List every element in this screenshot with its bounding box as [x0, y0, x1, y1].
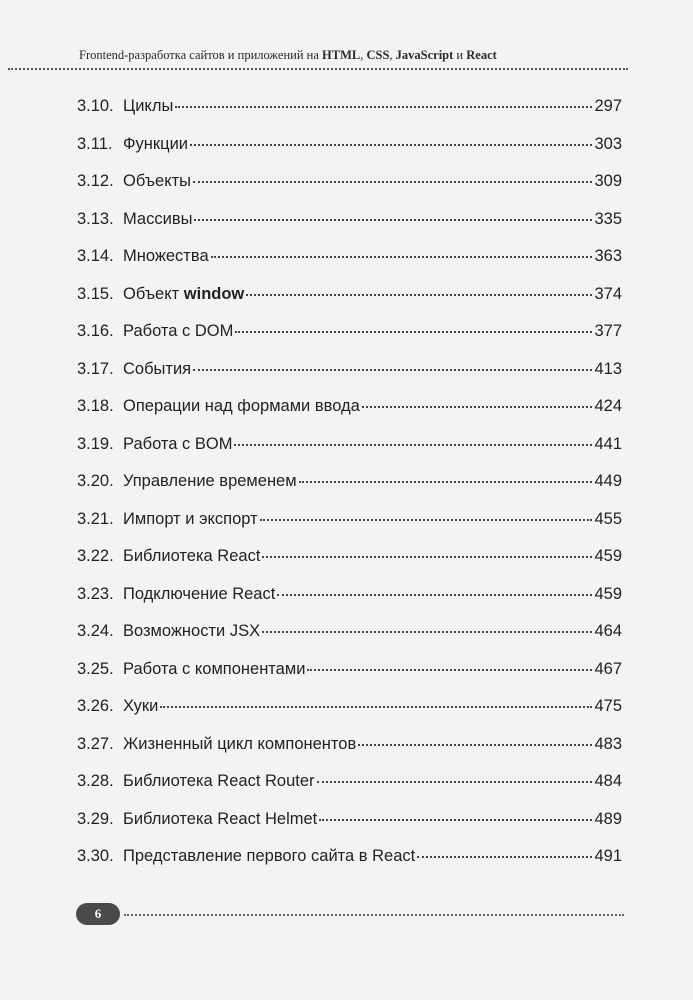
toc-title-text: Работа с DOM: [123, 322, 234, 340]
toc-title-code: window: [183, 284, 245, 303]
toc-section-title: [123, 210, 193, 229]
toc-entry: [77, 810, 622, 848]
toc-dot-leader: [190, 144, 592, 146]
toc-entry: [77, 622, 622, 660]
toc-section-number: 3.14.: [77, 247, 114, 265]
toc-entry: [77, 322, 622, 360]
toc-dot-leader: [262, 631, 592, 633]
toc-entry: [77, 210, 622, 248]
toc-entry: [77, 135, 622, 173]
toc-title-text: Объекты: [123, 172, 192, 190]
toc-section-number: 3.18.: [77, 397, 114, 415]
toc-section-number: 3.20.: [77, 472, 114, 490]
toc-page-number: 449: [594, 472, 622, 490]
toc-dot-leader: [193, 181, 592, 183]
toc-page-number: 441: [594, 434, 622, 453]
toc-dot-leader: [362, 406, 593, 408]
toc-dot-leader: [211, 256, 593, 258]
toc-section-number: 3.22.: [77, 547, 114, 565]
toc-dot-leader: [317, 781, 593, 783]
footer-dotted-rule: [124, 914, 624, 916]
toc-page-number: 484: [594, 772, 622, 790]
toc-section-title: [123, 172, 192, 191]
header-sep-1: ,: [360, 48, 367, 62]
toc-dot-leader: [299, 481, 593, 483]
toc-section-number: 3.16.: [77, 322, 114, 340]
toc-section-number: 3.21.: [77, 509, 114, 528]
toc-dot-leader: [235, 331, 592, 333]
header-dotted-rule: [8, 68, 628, 70]
toc-dot-leader: [358, 744, 592, 746]
toc-section-number: 3.19.: [77, 434, 114, 453]
toc-entry: [77, 735, 622, 773]
toc-section-number: 3.17.: [77, 359, 114, 378]
toc-page-number: 303: [594, 134, 622, 153]
toc-entry: [77, 247, 622, 285]
toc-title-text: Циклы: [123, 97, 174, 115]
toc-section-title: [123, 472, 298, 491]
toc-title-text: Объект: [123, 284, 184, 303]
toc-page-number: 309: [594, 172, 622, 190]
toc-title-text: Хуки: [123, 697, 159, 715]
toc-entry: [77, 397, 622, 435]
toc-page-number: 377: [594, 322, 622, 340]
toc-entry: [77, 697, 622, 735]
toc-entry: [77, 435, 622, 473]
toc-dot-leader: [319, 819, 592, 821]
toc-title-text: Представление первого сайта в React: [123, 847, 416, 865]
toc-title-text: Библиотека React Router: [123, 772, 315, 790]
toc-entry: [77, 360, 622, 398]
toc-section-title: [123, 622, 261, 641]
toc-entry: [77, 285, 622, 323]
toc-title-text: Функции: [123, 134, 189, 153]
toc-dot-leader: [193, 369, 592, 371]
toc-section-title: [123, 97, 174, 116]
header-sep-2: ,: [389, 48, 396, 62]
toc-dot-leader: [277, 594, 592, 596]
toc-page-number: 475: [594, 697, 622, 715]
toc-page-number: 335: [594, 209, 622, 228]
toc-section-title: [123, 772, 316, 791]
toc-page-number: 424: [594, 397, 622, 415]
toc-section-title: [123, 660, 306, 679]
toc-dot-leader: [260, 519, 593, 521]
toc-section-number: 3.23.: [77, 584, 114, 603]
toc-section-title: [123, 397, 361, 416]
toc-title-text: Библиотека React: [123, 547, 261, 565]
toc-section-number: 3.25.: [77, 659, 114, 678]
toc-section-number: 3.11.: [77, 134, 113, 153]
header-css: CSS: [366, 48, 390, 62]
toc-page-number: 464: [594, 622, 622, 640]
toc-page-number: 459: [594, 584, 622, 603]
toc-title-text: Работа с BOM: [123, 434, 233, 453]
toc-dot-leader: [262, 556, 592, 558]
toc-section-title: [123, 247, 210, 266]
toc-entry: [77, 585, 622, 623]
toc-title-text: Жизненный цикл компонентов: [123, 734, 357, 753]
toc-section-title: [123, 435, 233, 454]
toc-section-number: 3.29.: [77, 809, 114, 828]
toc-section-number: 3.27.: [77, 734, 114, 753]
toc-page-number: 363: [594, 247, 622, 265]
table-of-contents: [77, 97, 622, 885]
toc-section-title: [123, 547, 261, 566]
toc-section-number: 3.30.: [77, 847, 114, 865]
toc-page-number: 483: [594, 734, 622, 753]
toc-dot-leader: [234, 444, 592, 446]
toc-section-number: 3.26.: [77, 697, 114, 715]
toc-section-title: [123, 322, 234, 341]
header-prefix: Frontend-разработка сайтов и приложений на: [79, 48, 323, 62]
toc-title-text: Работа с компонентами: [123, 659, 306, 678]
toc-entry: [77, 472, 622, 510]
toc-page-number: 455: [594, 509, 622, 528]
toc-section-title: [123, 360, 192, 379]
toc-title-text: Возможности JSX: [123, 622, 261, 640]
toc-page-number: 489: [594, 809, 622, 828]
toc-title-text: Операции над формами ввода: [123, 397, 360, 415]
toc-dot-leader: [160, 706, 592, 708]
toc-page-number: 467: [594, 659, 622, 678]
toc-section-title: [123, 285, 245, 304]
toc-dot-leader: [175, 106, 592, 108]
toc-title-text: Массивы: [123, 209, 193, 228]
toc-entry: [77, 772, 622, 810]
toc-page-number: 374: [594, 284, 622, 303]
toc-entry: [77, 847, 622, 885]
toc-entry: [77, 97, 622, 135]
running-header: [79, 48, 497, 63]
toc-entry: [77, 510, 622, 548]
toc-section-title: [123, 585, 276, 604]
toc-dot-leader: [194, 219, 592, 221]
toc-section-number: 3.13.: [77, 209, 114, 228]
toc-section-number: 3.28.: [77, 772, 114, 790]
toc-entry: [77, 172, 622, 210]
toc-section-number: 3.24.: [77, 622, 114, 640]
toc-section-title: [123, 810, 318, 829]
toc-section-title: [123, 847, 416, 866]
toc-title-text: Управление временем: [123, 472, 297, 490]
toc-page-number: 413: [594, 359, 622, 378]
toc-title-text: Импорт и экспорт: [123, 509, 258, 528]
toc-page-number: 297: [594, 97, 622, 115]
toc-section-title: [123, 510, 259, 529]
toc-section-title: [123, 697, 159, 716]
toc-dot-leader: [246, 294, 592, 296]
toc-title-text: Подключение React: [123, 584, 276, 603]
toc-section-title: [123, 735, 357, 754]
header-and: и: [453, 48, 467, 62]
toc-page-number: 459: [594, 547, 622, 565]
toc-dot-leader: [307, 669, 592, 671]
toc-dot-leader: [417, 856, 592, 858]
toc-entry: [77, 660, 622, 698]
header-javascript: JavaScript: [395, 48, 454, 62]
toc-title-text: Библиотека React Helmet: [123, 809, 318, 828]
toc-title-text: События: [123, 359, 192, 378]
header-html: HTML: [322, 48, 361, 62]
toc-section-number: 3.12.: [77, 172, 114, 190]
page-number-badge: 6: [76, 903, 120, 925]
toc-entry: [77, 547, 622, 585]
toc-page-number: 491: [594, 847, 622, 865]
header-react: React: [466, 48, 497, 62]
toc-title-text: Множества: [123, 247, 209, 265]
toc-section-title: [123, 135, 189, 154]
toc-section-number: 3.15.: [77, 284, 114, 303]
toc-section-number: 3.10.: [77, 97, 114, 115]
